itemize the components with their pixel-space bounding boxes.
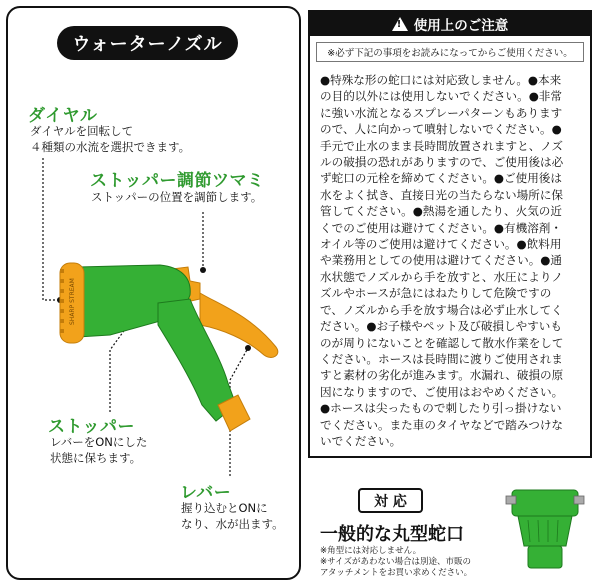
caution-header	[310, 12, 590, 36]
caution-line: 水状態でノズルから手を放すと、水圧によりノ	[320, 269, 564, 284]
caution-title: 使用上のご注意	[413, 18, 509, 34]
compatible-label: 対 応	[358, 488, 423, 513]
adapter-body	[518, 516, 572, 546]
compatible-notes	[320, 546, 472, 579]
compatible-note-2: ※サイズがあわない場合は別途、市販の	[320, 557, 471, 567]
caution-line: のが周りにないことを確認して散水作業をして	[320, 335, 564, 350]
compatible-faucet-type: 一般的な丸型蛇口	[320, 524, 464, 545]
caution-line: すと素材の劣化が進みます。水漏れ、破損の原	[320, 368, 564, 383]
compatible-note-1: ※角型には対応しません。	[320, 546, 422, 556]
caution-note: ※必ず下記の事項をお読みになってからご使用ください。	[316, 42, 584, 62]
stopper-label: ストッパー	[48, 417, 135, 437]
caution-line: いでください。	[320, 433, 402, 448]
caution-line: や業務用としての使用は避けてください。●通	[320, 253, 562, 268]
adapter-screw-left	[506, 496, 516, 504]
caution-line: 手元で止水のまま長時間放置されますと、ノズ	[320, 138, 564, 153]
caution-line: の目的以外には使用しないでください。●非常	[320, 89, 562, 104]
caution-line: ●ホースは尖ったもので刺したり引っ掛けない	[320, 401, 562, 416]
lever-desc-line-2: なり、水が出ます。	[181, 517, 284, 531]
caution-line: ください。ホースは長時間に渡りご使用されま	[320, 351, 563, 366]
caution-line: ださい。●お子様やペット及び破損しやすいも	[320, 319, 562, 334]
compatible-note-3: アタッチメントをお買い求めください。	[320, 568, 473, 578]
caution-line: 管してください。●熱湯を通したり、火気の近	[320, 204, 562, 219]
dial-desc-line-2: ４種類の水流を選択できます。	[30, 140, 191, 154]
caution-line: 水をよく拭き、直接日光の当たらない場所に保	[320, 187, 564, 202]
faucet-adapter-illustration	[504, 480, 586, 576]
caution-line: に強い水流となるスプレーパターンもあります	[320, 105, 563, 120]
compatible-section	[308, 466, 592, 580]
stopper-desc-line-2: 状態に保ちます。	[50, 451, 142, 465]
caution-line: 因になりますので、ご使用はおやめください。	[320, 384, 564, 399]
dial-label: ダイヤル	[28, 106, 98, 126]
caution-line: ず蛇口の元栓を締めてください。●ご使用後は	[320, 171, 562, 186]
caution-line: ●特殊な形の蛇口には対応致しません。●本来	[320, 73, 562, 87]
stopper-desc-line-1: レバーをONにした	[50, 435, 148, 449]
caution-line: でください。また車のタイヤなどで踏みつけな	[320, 417, 564, 432]
adapter-top-ring	[512, 490, 578, 516]
dial-ring-text: SHARP STREAM	[69, 278, 76, 325]
water-nozzle-illustration	[50, 255, 290, 445]
adapter-neck	[528, 546, 562, 568]
caution-line: くでのご使用は避けてください。●有機溶剤・	[320, 220, 562, 235]
caution-line: ので、人に向かって噴射しないでください。●	[320, 122, 562, 137]
caution-line: ズルやホースが急にはねたりして危険ですの	[320, 286, 552, 301]
caution-panel	[308, 10, 592, 458]
caution-line: オイル等のご使用は避けてください。●飲料用	[320, 237, 562, 252]
lever-label: レバー	[180, 483, 232, 503]
caution-body	[320, 72, 585, 449]
stopper-knob-label: ストッパー調節ツマミ	[90, 171, 265, 191]
product-title: ウォーターノズル	[57, 26, 238, 60]
lever-desc-line-1: 握り込むとONに	[181, 501, 268, 515]
stopper-knob-desc-line-1: ストッパーの位置を調節します。	[91, 190, 263, 204]
adapter-screw-right	[574, 496, 584, 504]
warning-icon: !	[392, 17, 408, 31]
caution-line: で、ノズルから手を放す場合は必ず止水してく	[320, 302, 563, 317]
caution-line: ルの破損の恐れがありますので、ご使用後は必	[320, 155, 564, 170]
dial-desc-line-1: ダイヤルを回転して	[30, 124, 134, 138]
